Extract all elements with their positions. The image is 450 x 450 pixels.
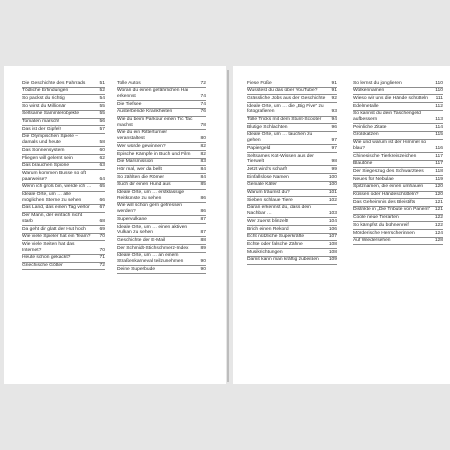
toc-entry-title: Griechische Götter — [22, 263, 63, 269]
toc-entry-page: 109 — [328, 257, 337, 263]
toc-entry-page: 90 — [200, 266, 206, 272]
toc-entry-page: 85 — [200, 182, 206, 188]
toc-entry — [353, 238, 443, 246]
toc-entry-title: Blutige Schlachten — [247, 124, 288, 130]
right-page — [233, 66, 450, 384]
toc-entry-title: Küssen oder Händeschütteln? — [353, 192, 419, 198]
toc-entry-title: Peinliche Zitate — [353, 124, 387, 130]
toc-entry-page: 86 — [200, 195, 206, 201]
toc-entry-title: Coole neue Tierarten — [353, 215, 399, 221]
toc-entry-title: Auf Wiedersehen — [353, 238, 391, 244]
toc-entry-page: 55 — [99, 111, 105, 117]
toc-entry-page: 107 — [328, 234, 337, 240]
toc-entry-page: 70 — [99, 234, 105, 240]
toc-entry-page: 74 — [200, 93, 206, 99]
toc-entry — [247, 241, 337, 249]
toc-entry-title: Ideale Orte, um … die „Big Five“ zu fotografieren — [247, 103, 324, 115]
toc-entry — [353, 95, 443, 103]
toc-entry-page: 124 — [434, 230, 443, 236]
toc-entry-page: 97 — [331, 138, 337, 144]
toc-entry — [247, 190, 337, 198]
toc-entry-page: 117 — [435, 153, 443, 159]
toc-entry-page: 71 — [99, 255, 105, 261]
toc-entry — [22, 134, 105, 147]
toc-entry-title: Supervulkane — [117, 216, 147, 222]
toc-entry — [247, 117, 337, 125]
toc-entry — [353, 207, 443, 215]
toc-entry-title: Edelmetalle — [353, 103, 379, 109]
toc-entry — [353, 103, 443, 111]
toc-entry-title: Geniale Käfer — [247, 182, 277, 188]
toc-entry-page: 122 — [434, 222, 443, 228]
toc-entry-page: 121 — [434, 207, 443, 213]
toc-entry — [117, 166, 206, 174]
toc-entry-page: 82 — [200, 151, 206, 157]
toc-entry-page: 101 — [328, 190, 337, 196]
toc-entry-title: So packst du richtig — [22, 95, 65, 101]
toc-entry-title: Wusstest du das über YouTube? — [247, 88, 318, 94]
toc-entry-page: 68 — [99, 218, 105, 224]
toc-entry-page: 55 — [99, 103, 105, 109]
toc-entry-title: Blautöne — [353, 161, 373, 167]
toc-entry — [353, 153, 443, 161]
toc-entry — [117, 237, 206, 245]
toc-entry-page: 99 — [331, 166, 337, 172]
toc-entry — [22, 184, 105, 192]
toc-entry-title: Chinesische Tierkreiszeichen — [353, 153, 417, 159]
toc-entry-page: 60 — [99, 147, 105, 153]
toc-entry-title: Ideale Orte, um … einen aktiven Vulkan zu sehen — [117, 224, 188, 236]
toc-entry-title: Damit kann man kräftig zubeißen — [247, 257, 319, 263]
toc-entry-page: 72 — [99, 263, 105, 269]
toc-entry — [117, 109, 206, 117]
toc-entry — [353, 111, 443, 124]
toc-entry-page: 93 — [331, 109, 337, 115]
book-gutter — [227, 70, 229, 382]
toc-entry-page: 51 — [99, 80, 105, 86]
toc-entry-page: 58 — [99, 140, 105, 146]
toc-entry-page: 116 — [435, 145, 443, 151]
toc-entry-title: Wolkennamen — [353, 88, 385, 94]
toc-entry-title: Echt nützliche Superkräfte — [247, 234, 305, 240]
toc-entry-title: Daran erkennst du, dass dein Nachbar … — [247, 205, 311, 217]
toc-entry-title: Grässliche Jobs aus der Geschichte — [247, 95, 326, 101]
toc-entry-title: Neues für Nebulae — [353, 176, 394, 182]
toc-entry-title: So wirst du Millionär — [22, 103, 66, 109]
toc-entry-title: Wenn ich groß bin, werde ich … — [22, 184, 92, 190]
toc-entry — [247, 145, 337, 153]
toc-entry-title: Tolle Tricks mit dem Stunt-Scooter — [247, 117, 322, 123]
toc-entry-page: 96 — [331, 124, 337, 130]
toc-entry-page: 111 — [435, 95, 443, 101]
toc-entry — [117, 101, 206, 109]
toc-entry-page: 83 — [200, 159, 206, 165]
toc-entry-page: 66 — [99, 197, 105, 203]
toc-entry-page: 84 — [200, 174, 206, 180]
toc-entry-page: 90 — [200, 259, 206, 265]
toc-entry — [22, 119, 105, 127]
toc-entry-page: 103 — [328, 211, 337, 217]
toc-entry — [22, 255, 105, 263]
toc-entry-title: Austerbende Krankheiten — [117, 109, 173, 115]
toc-entry-page: 76 — [200, 109, 206, 115]
toc-entry-page: 88 — [200, 237, 206, 243]
toc-entry — [22, 155, 105, 163]
toc-entry-title: Die Tiefsee — [117, 101, 142, 107]
toc-entry-title: Spitznamen, die einen umhauen — [353, 184, 424, 190]
toc-entry-title: Wieso wir uns die Hände schütteln — [353, 95, 429, 101]
toc-entry-title: Wie viele Seiten hat das Internet? — [22, 241, 75, 253]
toc-entry — [353, 184, 443, 192]
toc-entry-title: Die Geschichte des Fahrrads — [22, 80, 86, 86]
toc-entry-page: 89 — [200, 245, 206, 251]
toc-entry-title: Woran du einen gefährlichen Hai erkennst — [117, 88, 189, 99]
toc-entry — [117, 143, 206, 151]
toc-entry-title: Tomaten marsch! — [22, 119, 60, 125]
toc-entry-title: Wie viele Spieler hat ein Team? — [22, 234, 91, 240]
toc-entry-title: So kämpfst du bühnenreif — [353, 222, 409, 228]
toc-entry — [22, 147, 105, 155]
toc-entry-page: 120 — [434, 184, 443, 190]
toc-entry-page: 52 — [99, 88, 105, 94]
toc-entry — [22, 170, 105, 183]
toc-entry-title: Jetzt wird's scharf! — [247, 166, 288, 172]
toc-entry — [22, 103, 105, 111]
toc-entry — [117, 190, 206, 203]
toc-entry — [353, 222, 443, 230]
toc-entry — [247, 226, 337, 234]
toc-entry-page: 65 — [99, 184, 105, 190]
toc-entry — [117, 130, 206, 143]
toc-entry-title: Geschichte der E-Mail — [117, 237, 166, 243]
toc-entry-title: Ideale Orte, um … erstklassige Reitkünste zu sehen — [117, 190, 185, 201]
toc-entry-title: Wer würde gewinnen? — [117, 143, 166, 149]
toc-entry-page: 119 — [435, 176, 443, 182]
toc-entry-page: 112 — [435, 103, 443, 109]
toc-entry — [353, 140, 443, 153]
toc-entry — [353, 80, 443, 88]
toc-entry-title: Wie du ein Ritterturnier veranstaltest — [117, 130, 168, 142]
toc-entry — [22, 126, 105, 134]
toc-entry-title: So zählten die Römer — [117, 174, 165, 180]
toc-entry — [353, 161, 443, 169]
toc-entry-page: 87 — [200, 216, 206, 222]
toc-entry — [22, 80, 105, 88]
toc-entry-page: 113 — [435, 117, 443, 123]
toc-entry-page: 118 — [435, 168, 443, 174]
toc-entry — [353, 192, 443, 200]
toc-entry — [117, 151, 206, 159]
toc-entry — [117, 117, 206, 130]
toc-entry — [117, 174, 206, 182]
toc-entry — [22, 163, 105, 171]
toc-entry-title: Distrikte in „Die Tribute von Panem“ — [353, 207, 431, 213]
toc-entry-title: Brich einen Rekord — [247, 226, 289, 232]
toc-entry-title: Warum träumst du? — [247, 190, 290, 196]
toc-entry — [247, 153, 337, 166]
toc-entry — [22, 205, 105, 213]
toc-entry-page: 104 — [328, 218, 337, 224]
toc-entry — [353, 168, 443, 176]
toc-column — [247, 80, 337, 265]
toc-entry — [353, 176, 443, 184]
left-page — [4, 66, 226, 384]
toc-entry-title: Der Siegeszug des Schwarztees — [353, 168, 424, 174]
toc-entry-title: Wer zuerst blinzelt! — [247, 218, 289, 224]
toc-entry-page: 106 — [328, 226, 337, 232]
toc-entry-page: 91 — [331, 88, 337, 94]
toc-entry-page: 128 — [434, 238, 443, 244]
toc-entry-page: 70 — [99, 247, 105, 253]
toc-entry-page: 92 — [331, 95, 337, 101]
toc-entry-title: Deine Superbude — [117, 266, 156, 272]
toc-entry — [353, 88, 443, 96]
toc-entry-title: Echte oder falsche Zähne — [247, 241, 303, 247]
toc-entry-title: Seltsames Kot-Wissen aus der Tierwelt — [247, 153, 314, 165]
toc-entry — [247, 234, 337, 242]
toc-entry-title: Musikrichtungen — [247, 249, 283, 255]
toc-entry-title: Das ist der Gipfel! — [22, 126, 61, 132]
toc-entry — [247, 166, 337, 174]
toc-column — [22, 80, 105, 270]
toc-entry-title: Sieben schlaue Tiere — [247, 197, 293, 203]
toc-entry — [247, 80, 337, 88]
toc-entry — [247, 132, 337, 145]
toc-entry — [117, 182, 206, 190]
toc-entry-title: Hör mal, wer da bellt — [117, 166, 162, 172]
toc-entry — [117, 88, 206, 101]
toc-entry-title: Das brauchen Spione — [22, 163, 70, 169]
toc-entry — [22, 88, 105, 96]
toc-entry-title: Wie will schon gern gefressen werden? — [117, 203, 182, 215]
toc-entry — [247, 257, 337, 265]
toc-entry-title: Ideale Orte, um … an einem Straßenkarneval teilzunehmen — [117, 253, 184, 265]
toc-entry-title: Fiese Füße — [247, 80, 272, 86]
toc-entry-page: 86 — [200, 209, 206, 215]
toc-entry-title: Epische Kämpfe in Buch und Film — [117, 151, 191, 157]
toc-entry — [247, 218, 337, 226]
toc-entry-title: Der Schmidt-Stichschmerz-Index — [117, 245, 189, 251]
toc-entry-title: Mörderische Herrscherinnen — [353, 230, 415, 236]
toc-entry-page: 87 — [200, 230, 206, 236]
toc-entry — [247, 103, 337, 116]
toc-entry-title: Die Marsmission — [117, 159, 154, 165]
toc-entry-page: 72 — [200, 80, 206, 86]
toc-entry-title: Warum kommen Busse so oft paarweise? — [22, 170, 86, 182]
toc-entry-title: Wie du beim Parkour einen Tic Tac machst — [117, 117, 193, 128]
toc-entry — [247, 249, 337, 257]
toc-entry — [117, 80, 206, 88]
toc-entry-page: 54 — [99, 95, 105, 101]
toc-entry — [22, 226, 105, 234]
toc-entry — [22, 263, 105, 271]
toc-entry — [117, 159, 206, 167]
toc-entry — [353, 124, 443, 132]
toc-entry-title: Großkatzen — [353, 132, 379, 138]
toc-entry — [247, 182, 337, 190]
toc-entry — [117, 266, 206, 274]
toc-entry-title: Die Olympischen Spiele – damals und heute — [22, 134, 78, 146]
toc-entry-page: 78 — [200, 122, 206, 128]
toc-entry-page: 62 — [99, 155, 105, 161]
toc-entry-title: Ideale Orte, um … tauchen zu gehen — [247, 132, 313, 144]
toc-column — [117, 80, 206, 274]
toc-entry-title: So kannst du dein Taschengeld aufbessern — [353, 111, 421, 123]
toc-entry — [117, 253, 206, 266]
toc-entry-title: So lernst du jonglieren — [353, 80, 402, 86]
toc-entry-page: 91 — [331, 80, 337, 86]
toc-entry-page: 122 — [434, 215, 443, 221]
toc-entry — [22, 241, 105, 254]
toc-entry-page: 117 — [435, 161, 443, 167]
toc-entry-title: Fliegen will gelernt sein — [22, 155, 73, 161]
toc-entry-title: Da geht dir glatt der Hut hoch — [22, 226, 86, 232]
toc-entry-page: 57 — [99, 126, 105, 132]
toc-entry-page: 84 — [200, 166, 206, 172]
toc-entry — [247, 205, 337, 218]
toc-entry-title: Wie und warum ist der Himmel so blau? — [353, 140, 427, 151]
toc-entry-page: 100 — [328, 182, 337, 188]
toc-entry-title: Heute schon gekackt? — [22, 255, 71, 261]
toc-entry-page: 121 — [434, 199, 443, 205]
toc-entry-page: 63 — [99, 163, 105, 169]
toc-entry-page: 108 — [328, 249, 337, 255]
toc-entry-page: 64 — [99, 176, 105, 182]
toc-entry-page: 82 — [200, 143, 206, 149]
toc-entry-title: Einfallslose Namen — [247, 174, 289, 180]
toc-entry — [117, 245, 206, 253]
toc-entry — [22, 95, 105, 103]
toc-entry — [22, 234, 105, 242]
toc-entry-page: 120 — [434, 192, 443, 198]
toc-entry-page: 94 — [331, 117, 337, 123]
toc-entry — [353, 199, 443, 207]
toc-entry — [353, 230, 443, 238]
toc-entry-title: Seltsame Sammlerobjekte — [22, 111, 80, 117]
toc-entry-page: 110 — [435, 88, 443, 94]
toc-entry-page: 97 — [331, 145, 337, 151]
toc-entry-page: 115 — [435, 132, 443, 138]
toc-entry-title: Das Sonnensystem — [22, 147, 65, 153]
toc-entry — [247, 124, 337, 132]
toc-entry-title: Papiergeld — [247, 145, 271, 151]
toc-entry-page: 56 — [99, 119, 105, 125]
toc-entry-title: Such dir einen Hund aus — [117, 182, 171, 188]
toc-entry — [22, 192, 105, 205]
toc-entry-page: 69 — [99, 226, 105, 232]
toc-entry-title: Tödliche Erfindungen — [22, 88, 69, 94]
toc-entry — [117, 203, 206, 216]
toc-entry — [22, 111, 105, 119]
toc-entry-title: Das Geheimnis des Bleistifts — [353, 199, 416, 205]
toc-entry — [247, 88, 337, 96]
toc-entry-title: Das Land, das einen Tag verlor — [22, 205, 90, 211]
toc-entry-page: 108 — [328, 241, 337, 247]
toc-entry — [353, 215, 443, 223]
toc-entry-page: 100 — [328, 174, 337, 180]
toc-column — [353, 80, 443, 245]
toc-entry-page: 67 — [99, 205, 105, 211]
toc-entry — [353, 132, 443, 140]
toc-entry-title: Ideale Orte, um … alle möglichen Sterne zu sehen — [22, 192, 82, 203]
toc-entry-page: 74 — [200, 101, 206, 107]
toc-entry-title: Der Mann, der einfach nicht starb — [22, 213, 83, 224]
toc-entry — [117, 216, 206, 224]
toc-entry-title: Tolle Autos — [117, 80, 141, 86]
toc-entry — [247, 174, 337, 182]
toc-entry-page: 110 — [435, 80, 443, 86]
toc-entry — [247, 197, 337, 205]
toc-entry — [22, 213, 105, 226]
toc-entry — [247, 95, 337, 103]
toc-entry-page: 102 — [328, 197, 337, 203]
toc-entry — [117, 224, 206, 237]
toc-entry-page: 98 — [331, 159, 337, 165]
toc-entry-page: 80 — [200, 136, 206, 142]
toc-entry-page: 114 — [435, 124, 443, 130]
